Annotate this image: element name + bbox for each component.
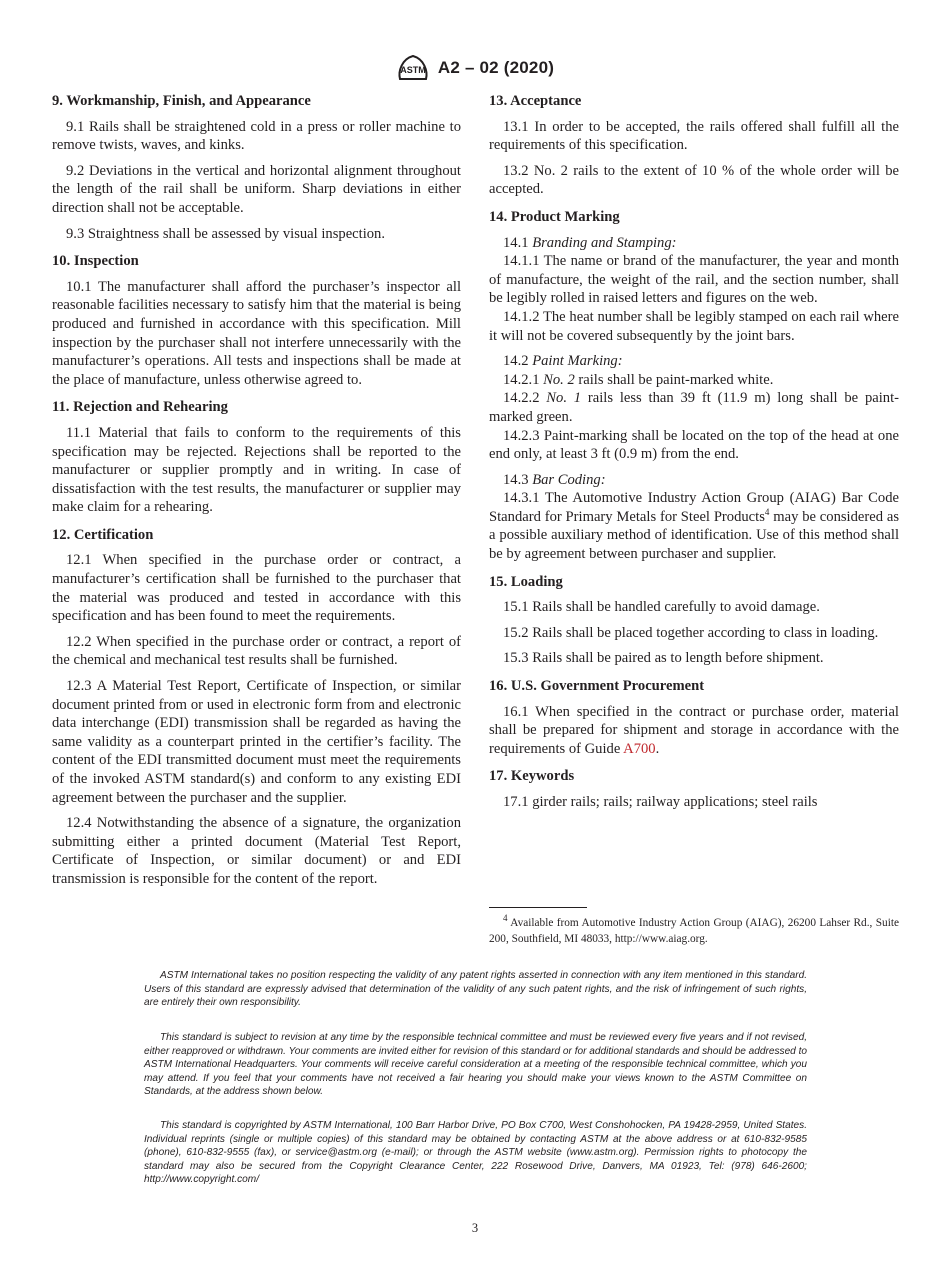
paragraph-16-1: 16.1 When specified in the contract or purchase order, material shall be prepared for shipment and storage in accordance with the requirements of Guide A700. bbox=[489, 703, 899, 757]
section-heading: 12. Certification bbox=[52, 526, 154, 543]
standard-designation: A2 – 02 (2020) bbox=[437, 58, 555, 77]
section-heading: 11. Rejection and Rehearing bbox=[52, 399, 228, 416]
section-heading: 9. Workmanship, Finish, and Appearance bbox=[52, 93, 311, 109]
paragraph-12-1: 12.1 When specified in the purchase order or contract, a manufacturer’s certification shall be furnished to the purchaser that the material was produced and tested in accordance with this specification and has been found to meet the requirements. bbox=[52, 552, 461, 625]
paragraph-17-1: 17.1 girder rails; rails; railway applications; steel rails bbox=[503, 794, 818, 810]
section-heading: 13. Acceptance bbox=[489, 93, 582, 109]
paragraph-14-1-2: 14.1.2 The heat number shall be legibly stamped on each rail where it will not be covered subsequently by the joint bars. bbox=[489, 308, 899, 344]
paragraph-14-3-1: 14.3.1 The Automotive Industry Action Group (AIAG) Bar Code Standard for Primary Metals for Steel Products$^4$ may be considered as a possible auxiliary method of identification. Use of this method shall be by agreement between purchaser and supplier. bbox=[489, 490, 900, 563]
paragraph-9-3: 9.3 Straightness shall be assessed by visual inspection. bbox=[66, 225, 385, 242]
section-11 bbox=[52, 398, 461, 517]
section-16 bbox=[489, 677, 899, 758]
section-14 bbox=[489, 208, 899, 564]
section-15 bbox=[489, 573, 899, 668]
patent-notice: ASTM International takes no position respecting the validity of any patent rights asserted in connection with any item mentioned in this standard. Users of this standard are expressly advised that determination of the validity of any such patent rights, and the risk of infringement of such rights, are entirely their own responsibility. bbox=[144, 970, 807, 1009]
section-heading: 16. U.S. Government Procurement bbox=[489, 678, 705, 695]
astm-logo-icon bbox=[396, 53, 430, 83]
paragraph-14-2-2: 14.2.2 No. 1 rails less than 39 ft (11.9 m) long shall be paint-marked green. bbox=[489, 390, 899, 425]
page-number: 3 bbox=[471, 1221, 479, 1235]
paragraph-13-2: 13.2 No. 2 rails to the extent of 10 % of the whole order will be accepted. bbox=[489, 162, 899, 198]
paragraph-14-1: 14.1 Branding and Stamping: bbox=[503, 234, 677, 251]
guide-a700-link[interactable]: A700 bbox=[623, 740, 656, 757]
revision-notice: This standard is subject to revision at any time by the responsible technical committee and must be reviewed every five years and if not revised, either reapproved or withdrawn. Your comments are invited either for revision of this standard or for additional standards and should be addressed to ASTM International Headquarters. Your comments will receive careful consideration at a meeting of the responsible technical committee, which you may attend. If you feel that your comments have not received a fair hearing you should make your views known to the ASTM Committee on Standards, at the address shown below. bbox=[144, 1032, 808, 1098]
section-9 bbox=[52, 92, 461, 243]
paragraph-14-1-1: 14.1.1 The name or brand of the manufacturer, the year and month of manufacture, the weight of the rail, and the section number, shall be legibly rolled in raised letters and figures on the web. bbox=[489, 253, 899, 307]
paragraph-15-3: 15.3 Rails shall be paired as to length before shipment. bbox=[503, 650, 824, 667]
paragraph-14-2-1: 14.2.1 No. 2 rails shall be paint-marked white. bbox=[503, 371, 774, 388]
right-column bbox=[489, 92, 899, 821]
paragraph-13-1: 13.1 In order to be accepted, the rails offered shall fulfill all the requirements of this specification. bbox=[489, 118, 899, 154]
section-12 bbox=[52, 526, 461, 889]
section-heading: 17. Keywords bbox=[489, 768, 575, 785]
paragraph-14-3: 14.3 Bar Coding: bbox=[503, 471, 606, 488]
page-header bbox=[0, 52, 950, 84]
footnote-4: $^4$ Available from Automotive Industry Action Group (AIAG), 26200 Lahser Rd., Suite 200, Southfield, MI 48033, http://www.aiag.org. bbox=[489, 913, 899, 945]
svg-text:ASTM: ASTM bbox=[400, 65, 426, 75]
paragraph-15-2: 15.2 Rails shall be placed together according to class in loading. bbox=[503, 624, 879, 641]
paragraph-12-2: 12.2 When specified in the purchase order or contract, a report of the chemical and mechanical test results shall be furnished. bbox=[52, 633, 461, 669]
section-heading: 10. Inspection bbox=[52, 253, 139, 270]
section-17 bbox=[489, 767, 899, 811]
paragraph-14-2-3: 14.2.3 Paint-marking shall be located on the top of the head at one end only, at least 3 ft (0.9 m) from the end. bbox=[489, 427, 899, 463]
paragraph-14-2: 14.2 Paint Marking: bbox=[503, 353, 623, 370]
section-13 bbox=[489, 92, 899, 199]
paragraph-12-3: 12.3 A Material Test Report, Certificate of Inspection, or similar document printed from or used in electronic form from and electronic data interchange (EDI) transmission shall be regarded as having the same validity as a counterpart printed in the certifier’s facility. The content of the EDI transmitted document must meet the requirements of the invoked ASTM standard(s) and conform to any existing EDI agreement between the purchaser and the supplier. bbox=[52, 678, 461, 806]
footnote-ref[interactable]: 4 bbox=[764, 507, 770, 518]
copyright-notice: This standard is copyrighted by ASTM International, 100 Barr Harbor Drive, PO Box C700, West Conshohocken, PA 19428-2959, United States. Individual reprints (single or multiple copies) of this standard may be obtained by contacting ASTM at the above address or at 610-832-9585 (phone), 610-832-9555 (fax), or service@astm.org (e-mail); or through the ASTM website (www.astm.org). Permission rights to photocopy the standard may also be secured from the Copyright Clearance Center, 222 Rosewood Drive, Danvers, MA 01923, Tel: (978) 646-2600; http://www.copyright.com/ bbox=[144, 1120, 807, 1186]
paragraph-12-4: 12.4 Notwithstanding the absence of a signature, the organization submitting either a printed document (Material Test Report, Certificate of Inspection, or similar document) or and EDI transmission is responsible for the content of the report. bbox=[52, 815, 461, 887]
footnote-divider bbox=[489, 907, 587, 908]
section-heading: 14. Product Marking bbox=[489, 208, 620, 225]
paragraph-15-1: 15.1 Rails shall be handled carefully to avoid damage. bbox=[503, 599, 820, 616]
paragraph-9-2: 9.2 Deviations in the vertical and horizontal alignment throughout the length of the rail shall be uniform. Sharp deviations in either direction shall not be acceptable. bbox=[52, 162, 461, 216]
paragraph-11-1: 11.1 Material that fails to conform to the requirements of this specification may be rejected. Rejections shall be reported to the manufacturer or supplier promptly and in writing. In case of dissatisfaction with the test results, the manufacturer or supplier may make claim for a rehearing. bbox=[52, 424, 461, 516]
section-heading: 15. Loading bbox=[489, 573, 563, 590]
paragraph-10-1: 10.1 The manufacturer shall afford the purchaser’s inspector all reasonable facilities necessary to satisfy him that the material is being produced and furnished in accordance with this specification. Mill inspection by the purchaser shall not interfere unnecessarily with the manufacturer’s operations. All tests and inspections shall be made at the place of manufacture, unless otherwise agreed to. bbox=[52, 278, 461, 388]
section-10 bbox=[52, 252, 461, 389]
paragraph-9-1: 9.1 Rails shall be straightened cold in a press or roller machine to remove twists, waves, and kinks. bbox=[52, 118, 461, 154]
left-column bbox=[52, 92, 461, 898]
